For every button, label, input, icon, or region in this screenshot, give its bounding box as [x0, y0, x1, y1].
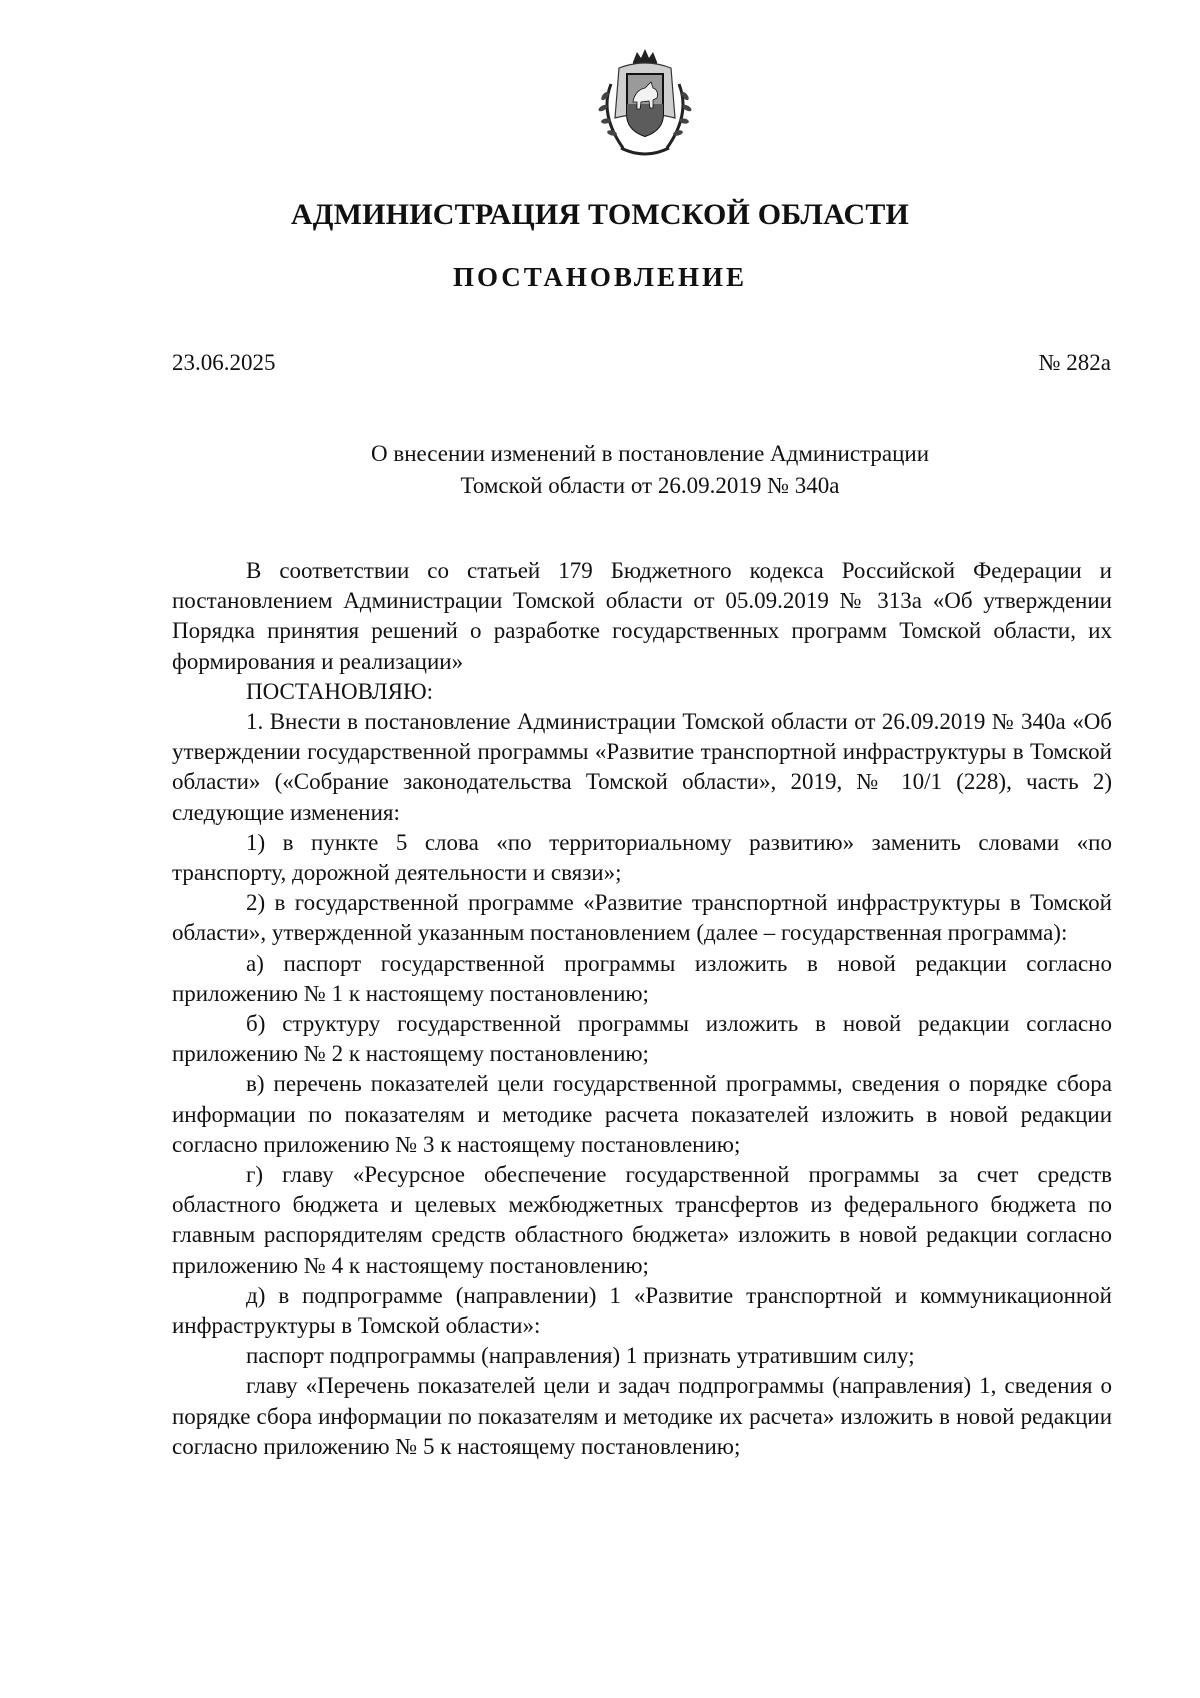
- document-subject: [250, 438, 1050, 502]
- body-paragraph: паспорт подпрограммы (направления) 1 признать утратившим силу;: [246, 1343, 915, 1369]
- resolution-keyword: ПОСТАНОВЛЯЮ:: [246, 678, 434, 704]
- document-date: 23.06.2025: [172, 350, 276, 375]
- body-paragraph: главу «Перечень показателей цели и задач подпрограммы (направления) 1, сведения о порядке сбора информации по показателям и методике их расчета» изложить в новой редакции согласно приложению № 5 к настоящему постановлению;: [172, 1373, 1112, 1459]
- body-paragraph: 1) в пункте 5 слова «по территориальному развитию» заменить словами «по транспорту, дорожной деятельности и связи»;: [172, 829, 1112, 886]
- subject-line-2: Томской области от 26.09.2019 № 340а: [460, 473, 840, 498]
- body-paragraph: 2) в государственной программе «Развитие транспортной инфраструктуры в Томской области», утвержденной указанным постановлением (далее – государственная программа):: [172, 890, 1112, 946]
- body-paragraph: г) главу «Ресурсное обеспечение государственной программы за счет средств областного бюджета и целевых межбюджетных трансфертов из федерального бюджета по главным распорядителям средств областного бюджета» изложить в новой редакции согласно приложению № 4 к настоящему постановлению;: [172, 1162, 1112, 1278]
- tomsk-oblast-coat-of-arms-icon: [589, 44, 701, 164]
- document-body: [172, 556, 1112, 1462]
- document-type: ПОСТАНОВЛЕНИЕ: [452, 262, 748, 292]
- body-paragraph: В соответствии со статьей 179 Бюджетного кодекса Российской Федерации и постановлением Администрации Томской области от 05.09.2019 № 313а «Об утверждении Порядка принятия решений о разработке государственных программ Томской области, их формирования и реализации»: [172, 558, 1112, 674]
- subject-line-1: О внесении изменений в постановление Администрации: [370, 441, 930, 466]
- document-number: № 282а: [1038, 350, 1111, 375]
- body-paragraph: 1. Внести в постановление Администрации Томской области от 26.09.2019 № 340а «Об утверждении государственной программы «Развитие транспортной инфраструктуры в Томской области» («Собрание законодательства Томской области», 2019, № 10/1 (228), часть 2) следующие изменения:: [172, 709, 1112, 825]
- organization-title: АДМИНИСТРАЦИЯ ТОМСКОЙ ОБЛАСТИ: [290, 198, 910, 231]
- body-paragraph: б) структуру государственной программы изложить в новой редакции согласно приложению № 2 к настоящему постановлению;: [172, 1011, 1112, 1067]
- body-paragraph: а) паспорт государственной программы изложить в новой редакции согласно приложению № 1 к настоящему постановлению;: [172, 950, 1112, 1006]
- body-paragraph: в) перечень показателей цели государственной программы, сведения о порядке сбора информации по показателям и методике расчета показателей изложить в новой редакции согласно приложению № 3 к настоящему постановлению;: [172, 1071, 1112, 1157]
- body-paragraph: д) в подпрограмме (направлении) 1 «Развитие транспортной и коммуникационной инфраструктуры в Томской области»:: [172, 1282, 1112, 1339]
